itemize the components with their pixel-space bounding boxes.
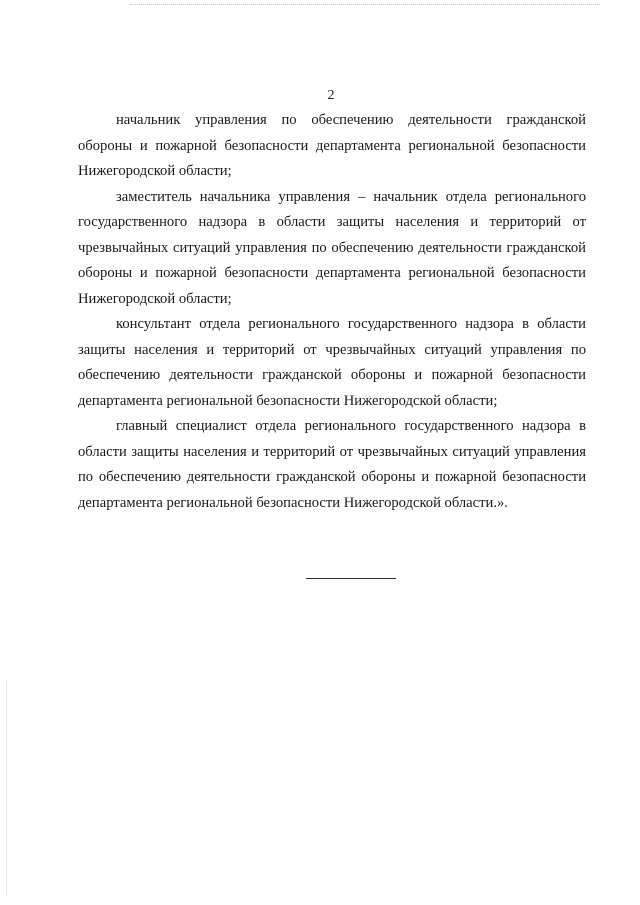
scan-edge-top (130, 4, 600, 5)
scan-edge-left (6, 680, 7, 895)
paragraph-4: главный специалист отдела регионального государственного надзора в области защиты населения и территорий от чрезвычайных ситуаций управления по обеспечению деятельности гражданской обороны и пожарной безопасности департамента региональной безопасности Нижегородской области.». (78, 418, 586, 511)
paragraph-3: консультант отдела регионального государственного надзора в области защиты населения и территорий от чрезвычайных ситуаций управления по обеспечению деятельности гражданской обороны и пожарной безопасности департамента региональной безопасности Нижегородской области; (78, 316, 586, 409)
body-text (78, 108, 586, 516)
page-number: 2 (327, 88, 335, 103)
paragraph-1: начальник управления по обеспечению деятельности гражданской обороны и пожарной безопасности департамента региональной безопасности Нижегородской области; (78, 112, 586, 179)
paragraph-2: заместитель начальника управления – начальник отдела регионального государственного надзора в области защиты населения и территорий от чрезвычайных ситуаций управления по обеспечению деятельности гражданской обороны и пожарной безопасности департамента региональной безопасности Нижегородской области; (78, 188, 586, 307)
end-of-text-rule (306, 578, 396, 579)
